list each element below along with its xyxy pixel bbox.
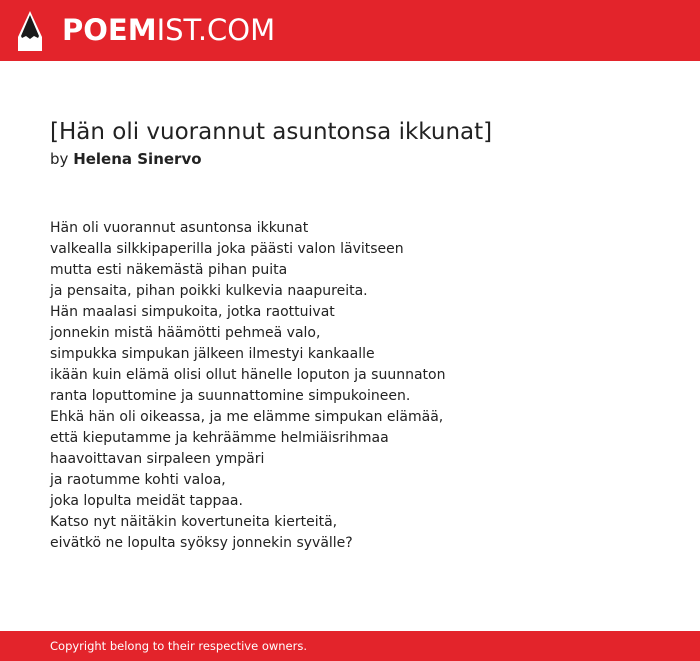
site-header — [0, 0, 700, 61]
poem-body — [50, 218, 445, 554]
poem-author[interactable]: Helena Sinervo — [73, 150, 202, 168]
poem-line: ikään kuin elämä olisi ollut hänelle loputon ja suunnaton — [50, 367, 446, 383]
poem-line: simpukka simpukan jälkeen ilmestyi kankaalle — [50, 346, 375, 362]
poem-line: että kieputamme ja kehräämme helmiäisrihmaa — [50, 430, 389, 446]
poem-line: joka lopulta meidät tappaa. — [50, 493, 243, 509]
pencil-tip-icon[interactable] — [18, 11, 42, 51]
poem-line: mutta esti näkemästä pihan puita — [50, 262, 288, 278]
site-logo[interactable] — [62, 12, 275, 48]
byline-prefix: by — [50, 150, 69, 168]
poem-line: valkealla silkkipaperilla joka päästi valon lävitseen — [50, 241, 404, 257]
poem-line: Katso nyt näitäkin kovertuneita kierteitä, — [50, 514, 338, 530]
site-footer — [0, 631, 700, 661]
poem-line: ja pensaita, pihan poikki kulkevia naapureita. — [50, 283, 368, 299]
poem-line: Hän oli vuorannut asuntonsa ikkunat — [50, 220, 309, 236]
copyright-notice: Copyright belong to their respective owners. — [50, 639, 308, 653]
logo-text-bold: POEM — [62, 13, 157, 47]
poem-line: Hän maalasi simpukoita, jotka raottuivat — [50, 304, 335, 320]
poem-line: eivätkö ne lopulta syöksy jonnekin syvälle? — [50, 535, 353, 551]
poem-title: [Hän oli vuorannut asuntonsa ikkunat] — [50, 119, 493, 145]
poem-line: haavoittavan sirpaleen ympäri — [50, 451, 265, 467]
poem-line: ja raotumme kohti valoa, — [50, 472, 226, 488]
logo-text-light: IST.COM — [156, 13, 276, 47]
poem-line: Ehkä hän oli oikeassa, ja me elämme simpukan elämää, — [50, 409, 444, 425]
poem-line: jonnekin mistä häämötti pehmeä valo, — [50, 325, 321, 341]
poem-byline — [50, 149, 202, 169]
poem-line: ranta loputtomine ja suunnattomine simpukoineen. — [50, 388, 411, 404]
